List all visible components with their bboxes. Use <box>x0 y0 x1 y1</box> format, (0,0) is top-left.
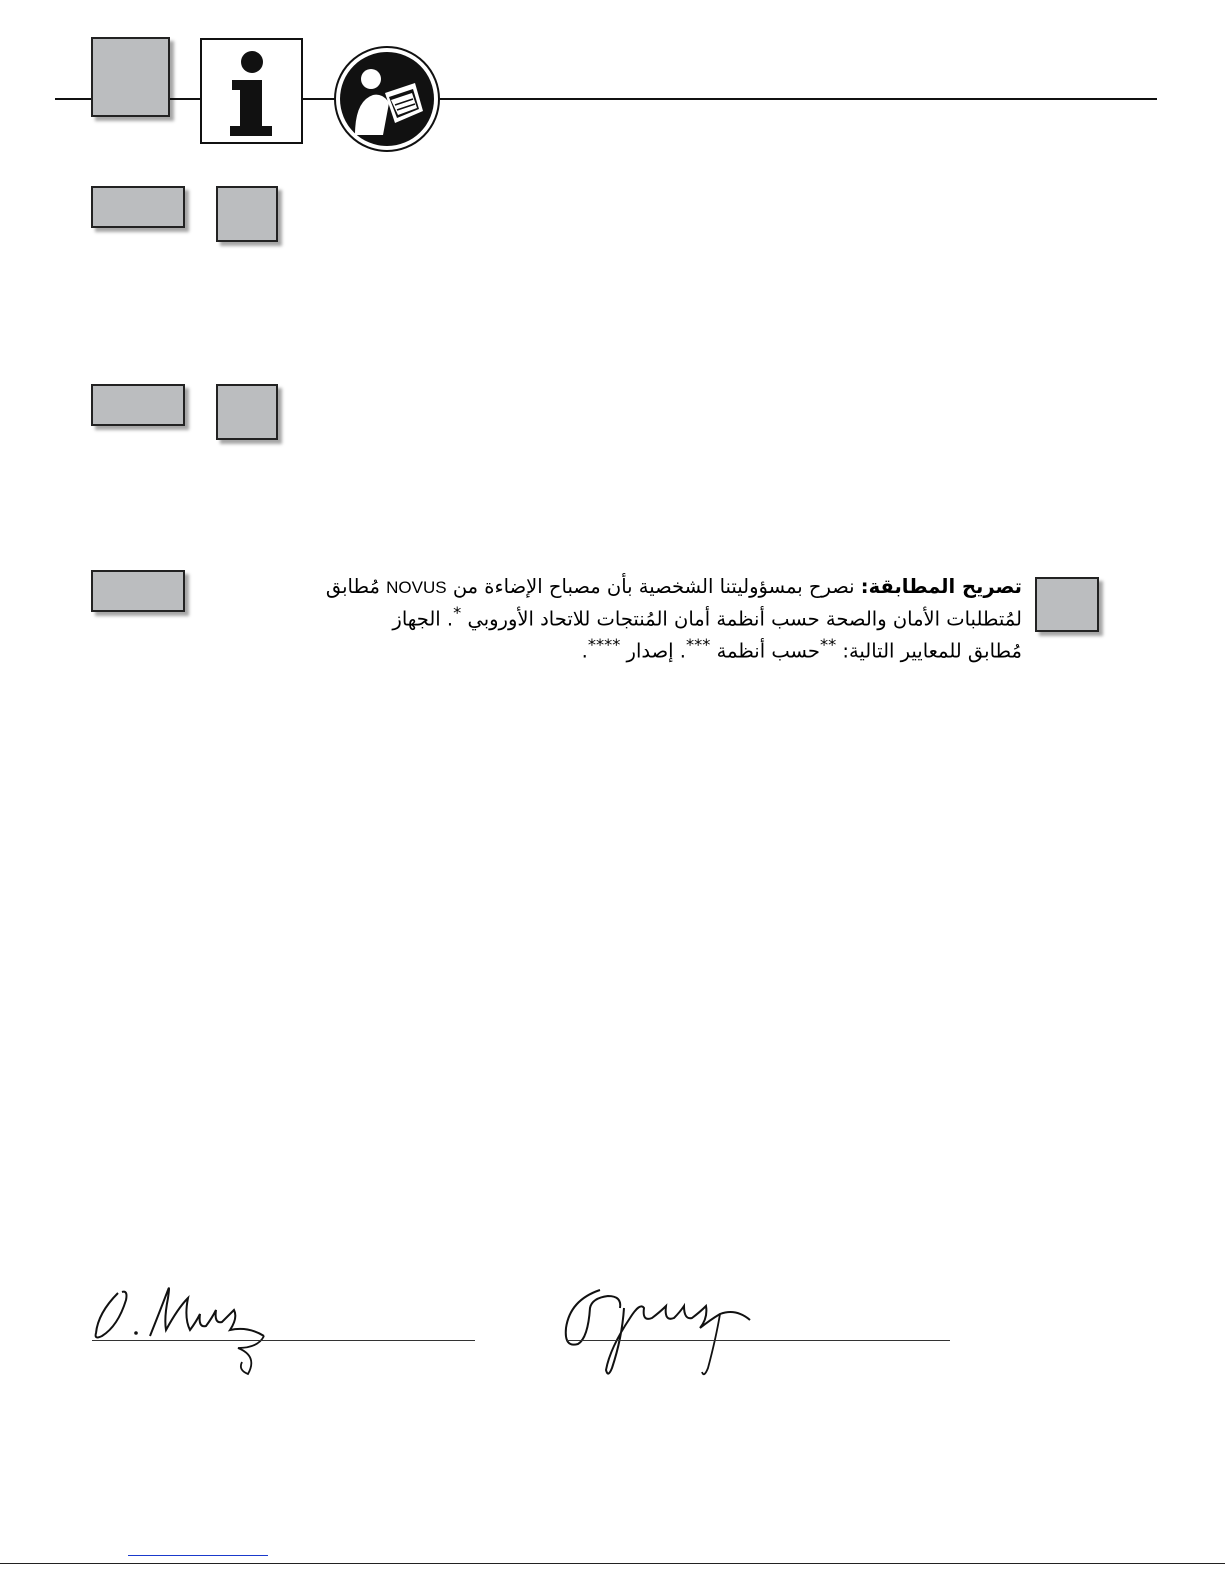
section1-number-box <box>216 186 278 242</box>
declaration-text-2b: . الجهاز <box>392 607 454 631</box>
footnote-mark-2: ** <box>819 634 837 654</box>
header-rule-right <box>440 98 1157 100</box>
header-rule-mid1 <box>170 98 200 100</box>
declaration-line-3 <box>270 632 1022 664</box>
declaration-title: تصريح المطابقة: <box>860 575 1022 598</box>
declaration-text-3b: حسب أنظمة <box>716 639 820 662</box>
declaration-text-2: لمُتطلبات الأمان والصحة حسب أنظمة أمان المُنتجات للاتحاد الأوروبي <box>467 607 1022 631</box>
declaration-line-2 <box>270 600 1022 632</box>
section3-number-box <box>1035 577 1099 632</box>
info-icon <box>200 38 303 144</box>
brand-name: NOVUS <box>386 578 447 597</box>
footer-link-underline[interactable] <box>128 1555 268 1556</box>
header-rule-left <box>55 98 93 100</box>
footnote-mark-1: * <box>453 603 462 622</box>
section2-number-box <box>216 384 278 440</box>
section1-label-box <box>91 186 185 228</box>
declaration-text-3d: . <box>581 639 588 662</box>
header-placeholder-box <box>91 37 170 117</box>
footnote-mark-4: **** <box>587 634 621 654</box>
signature-left <box>88 1278 288 1378</box>
declaration-text-3a: مُطابق للمعايير التالية: <box>842 639 1022 662</box>
signature-right <box>560 1278 760 1383</box>
footer-rule <box>0 1563 1225 1564</box>
footnote-mark-3: *** <box>685 634 711 654</box>
section3-label-box <box>91 570 185 612</box>
declaration-text-3c: . إصدار <box>626 639 686 662</box>
signature-line-left <box>92 1340 475 1341</box>
declaration-text-1b: مُطابق <box>325 575 380 598</box>
declaration-paragraph <box>270 574 1022 663</box>
declaration-line-1 <box>270 574 1022 600</box>
section2-label-box <box>91 384 185 426</box>
header-rule-mid2 <box>303 98 335 100</box>
read-manual-icon <box>333 45 441 153</box>
signature-line-right <box>567 1340 950 1341</box>
declaration-text-1a: نصرح بمسؤوليتنا الشخصية بأن مصباح الإضاءة من <box>452 575 855 598</box>
